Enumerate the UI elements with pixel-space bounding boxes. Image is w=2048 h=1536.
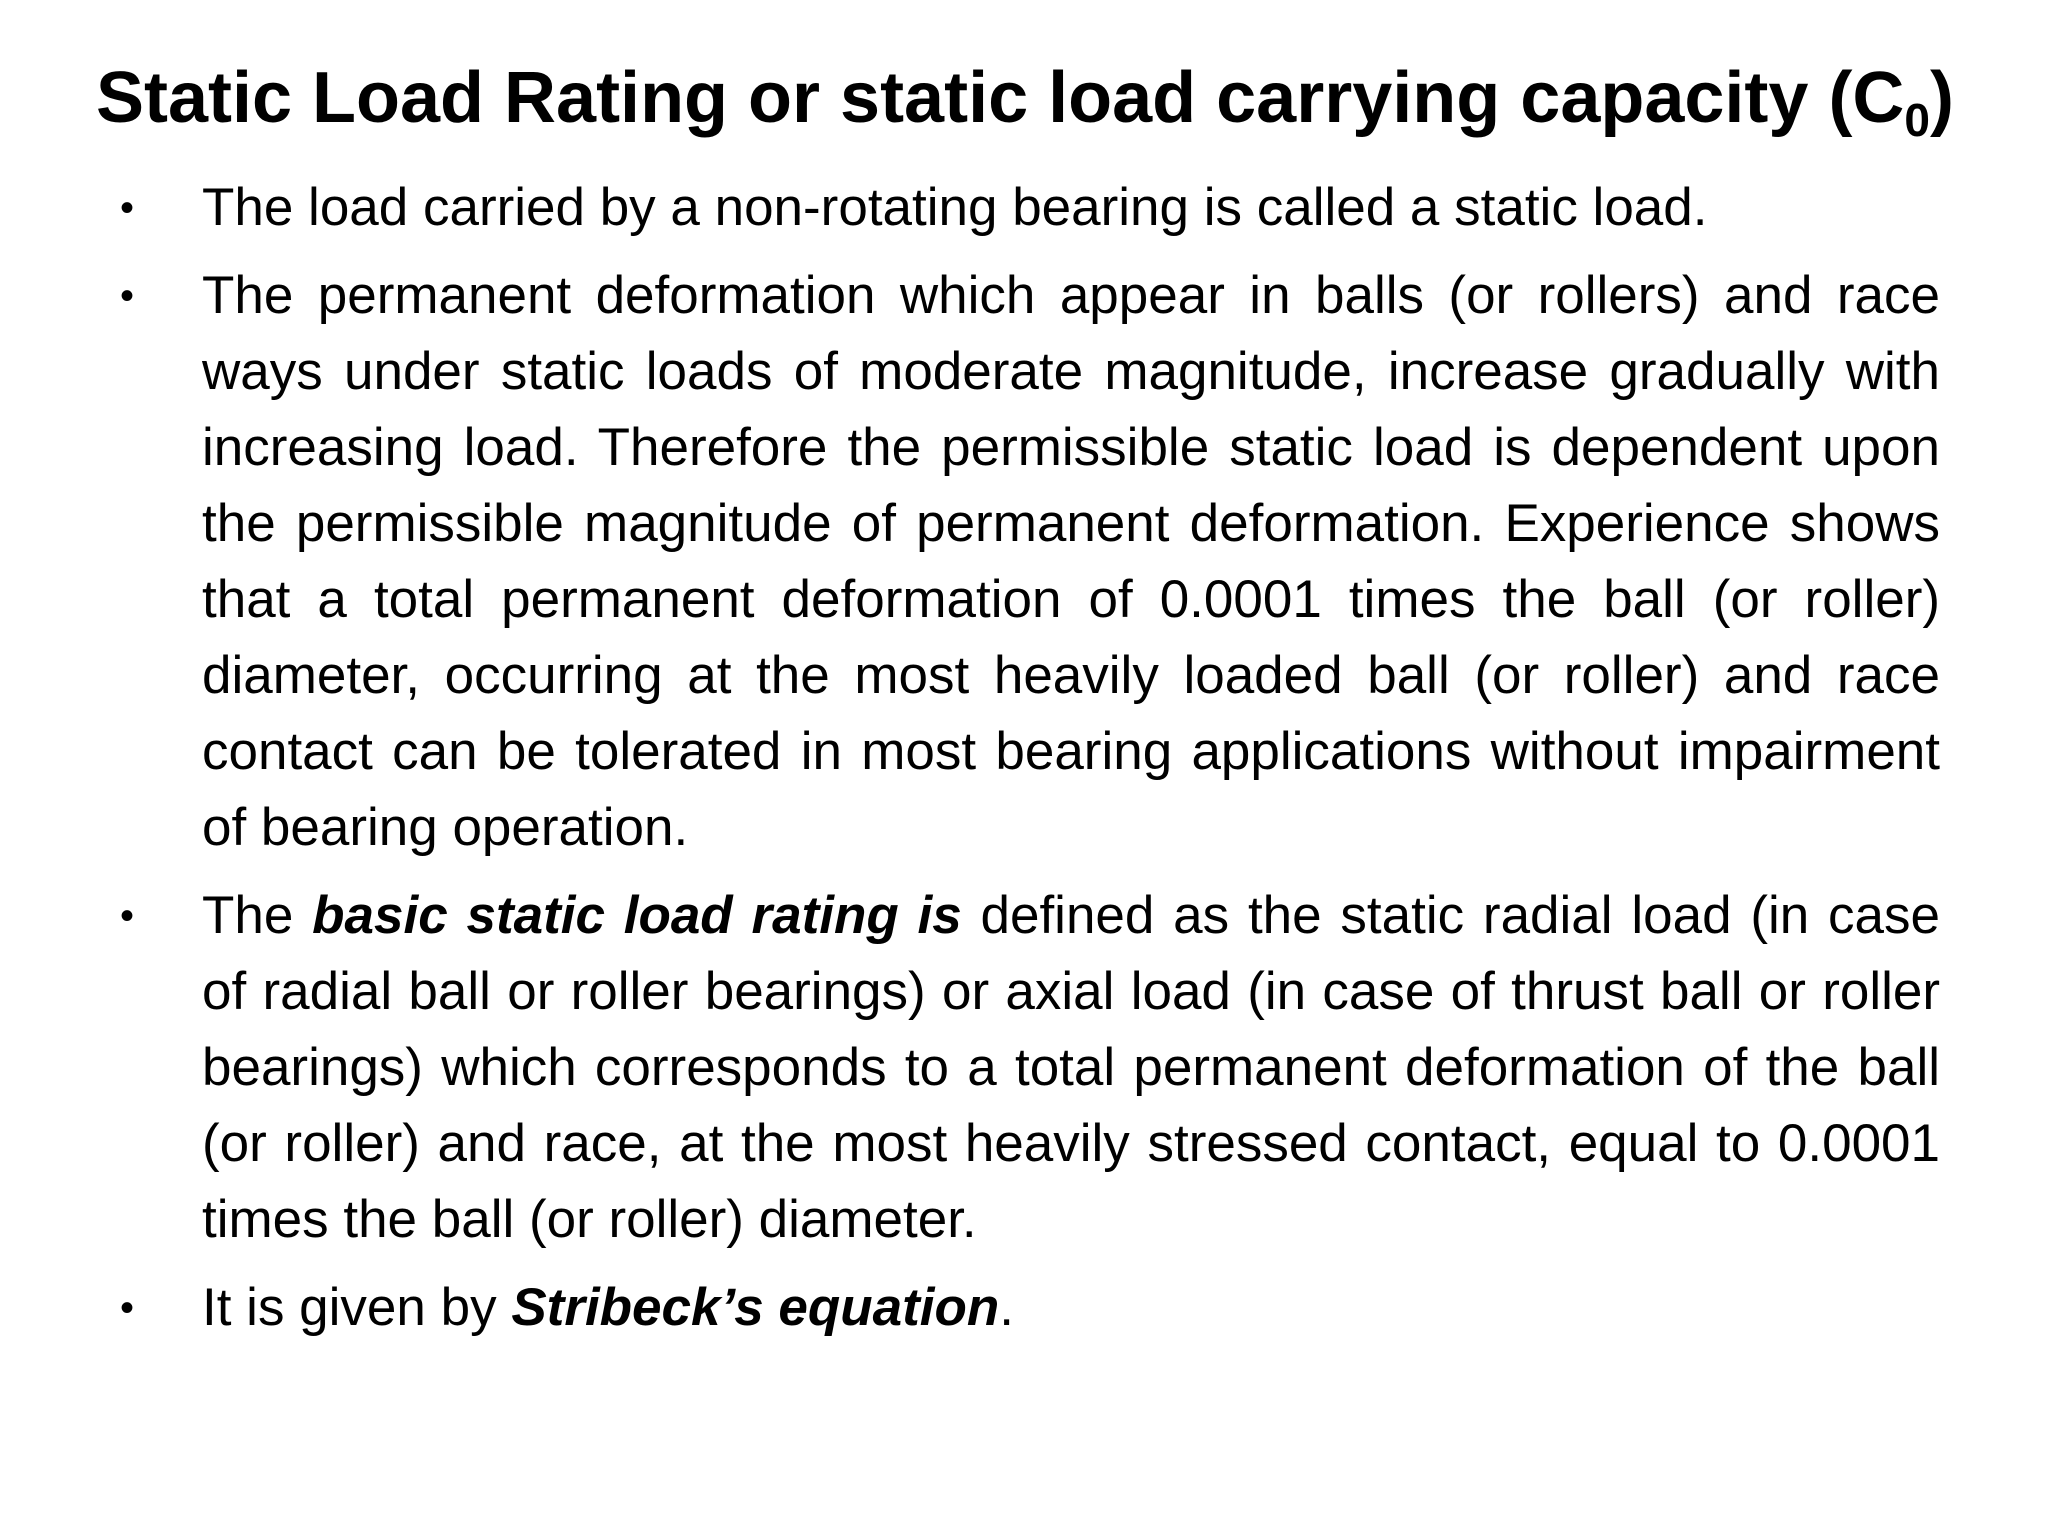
bullet-marker: • <box>120 186 135 230</box>
title-close-paren: ) <box>1930 58 1954 138</box>
bullet-emphasis: Stribeck’s equation <box>511 1278 1000 1337</box>
bullet-text-prefix: The <box>202 886 313 945</box>
bullet-marker: • <box>120 894 135 938</box>
bullet-list <box>120 170 1940 1358</box>
bullet-permanent-deformation <box>120 258 1940 866</box>
bullet-emphasis: basic static load rating is <box>312 886 962 945</box>
bullet-static-load-definition <box>120 170 1940 246</box>
title-text: Static Load Rating or static load carrying capacity (C <box>95 58 1905 138</box>
bullet-basic-static-load-rating <box>120 878 1940 1258</box>
bullet-marker: • <box>120 1286 135 1330</box>
bullet-text-suffix: defined as the static radial load (in case of radial ball or roller bearings) or axial load (in case of thrust ball or roller bearings) which corresponds to a total permanent deformation of the ball (or roller) and race, at the most heavily stressed contact, equal to 0.0001 times the ball (or roller) diameter. <box>202 886 1941 1249</box>
slide-title <box>60 52 1990 144</box>
bullet-stribeck-equation <box>120 1270 1940 1346</box>
bullet-text-prefix: It is given by <box>202 1278 512 1337</box>
bullet-text: The permanent deformation which appear in balls (or rollers) and race ways under static loads of moderate magnitude, increase gradually with increasing load. Therefore the permissible static load is dependent upon the permissible magnitude of permanent deformation. Experience shows that a total permanent deformation of 0.0001 times the ball (or roller) diameter, occurring at the most heavily loaded ball (or roller) and race contact can be tolerated in most bearing applications without impairment of bearing operation. <box>202 266 1940 857</box>
bullet-text: The load carried by a non-rotating bearing is called a static load. <box>202 178 1708 237</box>
title-subscript: 0 <box>1904 94 1931 146</box>
bullet-marker: • <box>120 274 135 318</box>
bullet-text-suffix: . <box>999 1278 1014 1337</box>
